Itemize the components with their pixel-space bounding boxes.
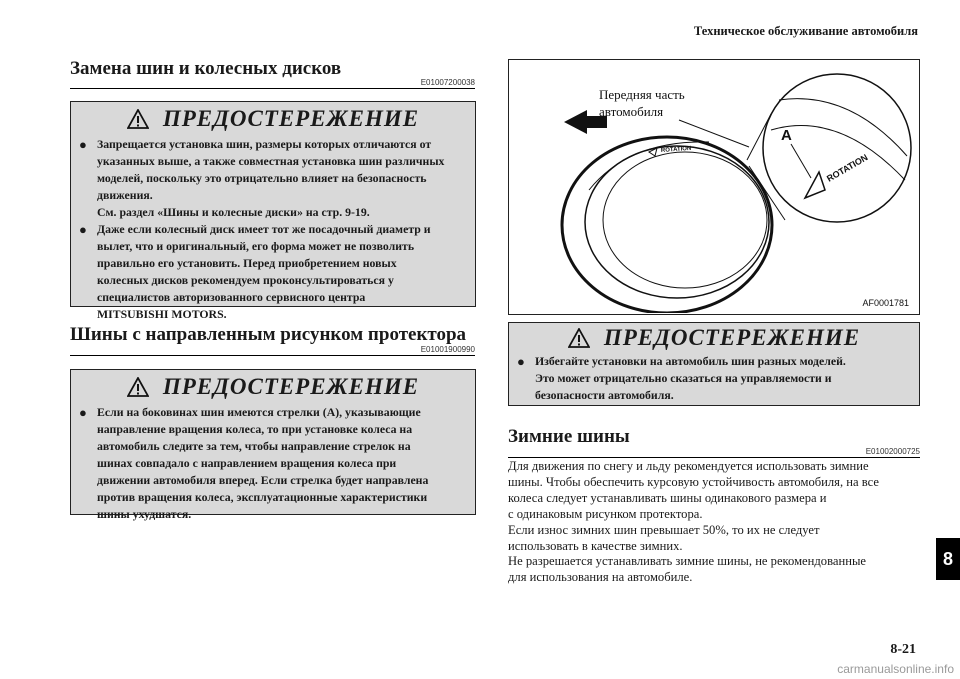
- bullet-icon: ●: [79, 222, 87, 237]
- paragraph-line: Для движения по снегу и льду рекомендуется использовать зимние: [508, 459, 869, 473]
- bullet-icon: ●: [79, 137, 87, 152]
- warning-box-mixing: [508, 322, 920, 406]
- warning-header: [509, 323, 919, 353]
- warning-heading: ПРЕДОСТЕРЕЖЕНИЕ: [162, 106, 420, 131]
- section-rule: [70, 88, 475, 89]
- paragraph-line: колеса следует устанавливать шины одинакового размера и: [508, 490, 827, 505]
- bullet-icon: ●: [79, 405, 87, 420]
- warning-triangle-icon: [568, 328, 590, 348]
- bullet-icon: ●: [517, 354, 525, 369]
- warning-list: [509, 353, 919, 408]
- watermark: carmanualsonline.info: [837, 662, 954, 676]
- chapter-tab[interactable]: 8: [936, 538, 960, 580]
- paragraph-line: Не разрешается устанавливать зимние шины, не рекомендованные: [508, 554, 866, 569]
- paragraph-line: шины. Чтобы обеспечить курсовую устойчивость автомобиля, на все: [508, 474, 879, 489]
- warning-list: [71, 404, 475, 527]
- warning-heading: ПРЕДОСТЕРЕЖЕНИЕ: [603, 325, 861, 350]
- tire-illustration: [509, 60, 918, 313]
- warning-header: [71, 102, 475, 136]
- magnified-view: [763, 74, 911, 222]
- section-title-directional-tires: Шины с направленным рисунком протектора: [70, 324, 467, 345]
- warning-heading: ПРЕДОСТЕРЕЖЕНИЕ: [162, 374, 420, 399]
- front-label-line1: Передняя часть: [599, 87, 685, 102]
- rotation-text-large: ROTATION: [825, 152, 870, 184]
- section-code: E01001900990: [420, 345, 475, 354]
- warning-list: [71, 136, 475, 327]
- warning-box-tires: [70, 101, 476, 321]
- warning-item: [79, 221, 469, 323]
- warning-item: [79, 136, 469, 221]
- front-label-line2: автомобиля: [599, 104, 664, 119]
- warning-item-text: Если на боковинах шин имеются стрелки (А), указывающие направление вращения колеса, то при установке колеса на автомобиль следите за тем, чтобы направление стрелок на шинах совпадало с направлением вращения колеса при движении автомобиля вперед. Если стрелка будет направлена против вращения колеса, эксплуатационные характеристики шины ухудшатся.: [97, 405, 429, 521]
- warning-triangle-icon: [127, 377, 149, 397]
- paragraph-line: использовать в качестве зимних.: [508, 538, 683, 553]
- section-rule: [508, 457, 920, 458]
- paragraph-line: Если износ зимних шин превышает 50%, то их не следует: [508, 522, 820, 537]
- arrow-a-label: A: [781, 127, 792, 144]
- warning-item: [79, 404, 469, 523]
- figure-code: AF0001781: [862, 298, 909, 308]
- paragraph-line: с одинаковым рисунком протектора.: [508, 506, 703, 521]
- warning-triangle-icon: [127, 109, 149, 129]
- winter-tires-text: [508, 459, 923, 586]
- warning-box-directional: [70, 369, 476, 521]
- warning-item: [517, 353, 913, 404]
- warning-item-text: Запрещается установка шин, размеры которых отличаются от указанных выше, а также совместная установка шин различных моделей, поскольку это отрицательно влияет на безопасность движения. См. раздел «Шины и колесные диски» на стр. 9-19.: [97, 137, 445, 219]
- tire-rotation-figure: [508, 59, 920, 315]
- section-code: E01002000725: [865, 447, 920, 456]
- section-rule: [70, 355, 475, 356]
- running-header: Техническое обслуживание автомобиля: [693, 24, 918, 38]
- section-code: E01007200038: [420, 78, 475, 87]
- paragraph-line: для использования на автомобиле.: [508, 570, 693, 585]
- warning-item-text: Избегайте установки на автомобиль шин разных моделей. Это может отрицательно сказаться на управляемости и безопасности автомобиля.: [535, 354, 846, 402]
- rotation-text-small: ROTATION: [660, 145, 692, 154]
- warning-item-text: Даже если колесный диск имеет тот же посадочный диаметр и вылет, что и оригинальный, его форма может не позволить правильно его установить. Перед приобретением новых колесных дисков рекомендуем проконсультироваться у специалистов авторизованного сервисного центра MITSUBISHI MOTORS.: [97, 222, 431, 321]
- section-title-tires-wheels: Замена шин и колесных дисков: [70, 58, 342, 79]
- page-number: 8-21: [890, 642, 916, 657]
- warning-header: [71, 370, 475, 404]
- section-title-winter-tires: Зимние шины: [508, 426, 630, 447]
